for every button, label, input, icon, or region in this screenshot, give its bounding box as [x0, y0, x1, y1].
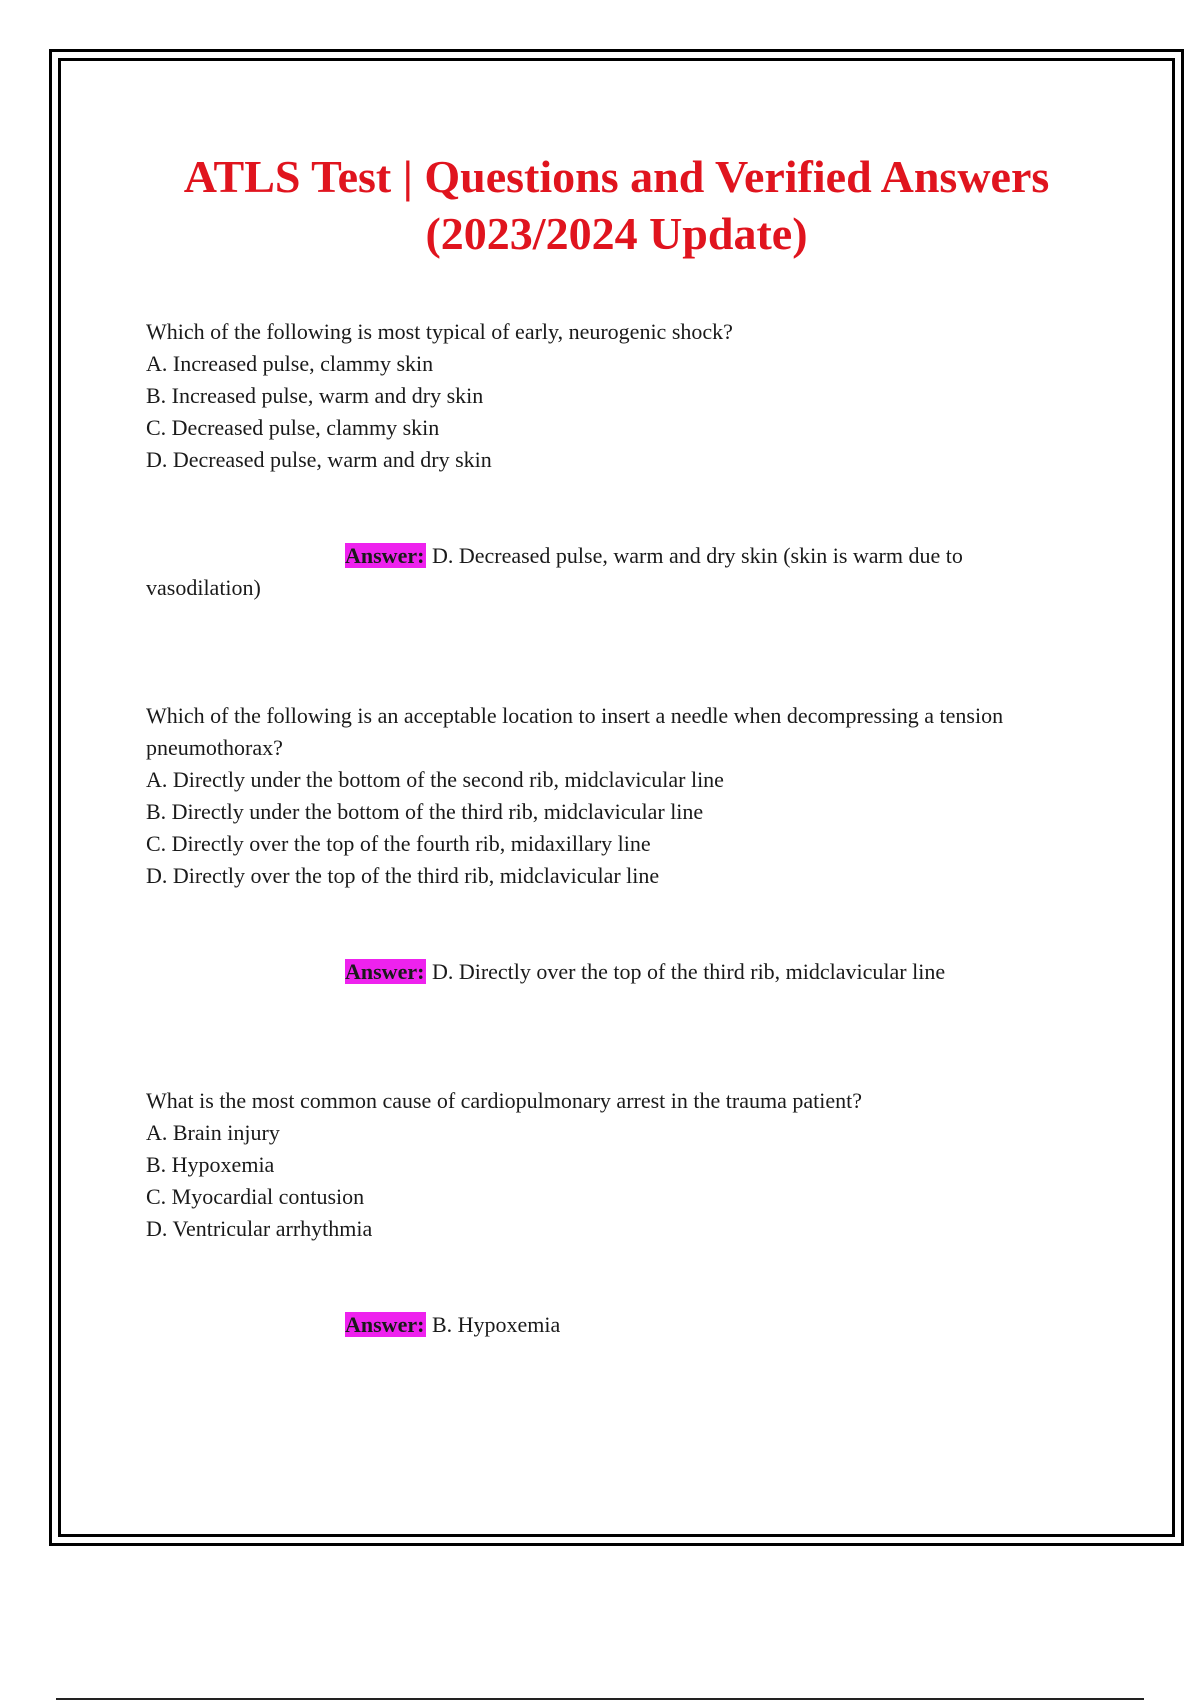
- answer-label: Answer:: [345, 543, 425, 568]
- option-a: A. Brain injury: [146, 1120, 280, 1145]
- answer-text: D. Directly over the top of the third rib, midclavicular line: [431, 959, 946, 984]
- answer-label: Answer:: [345, 959, 425, 984]
- question-1: [146, 316, 1046, 476]
- option-a: A. Directly under the bottom of the second rib, midclavicular line: [146, 767, 724, 792]
- answer-label: Answer:: [345, 1312, 425, 1337]
- answer-1: [146, 540, 1046, 604]
- question-text: Which of the following is most typical of early, neurogenic shock?: [146, 319, 733, 344]
- option-d: D. Directly over the top of the third rib, midclavicular line: [146, 863, 660, 888]
- answer-text: D. Decreased pulse, warm and dry skin (skin is warm due to vasodilation): [146, 543, 963, 600]
- question-2: [146, 700, 1046, 892]
- option-b: B. Increased pulse, warm and dry skin: [146, 383, 484, 408]
- option-a: A. Increased pulse, clammy skin: [146, 351, 434, 376]
- answer-2: [146, 956, 1046, 988]
- option-c: C. Directly over the top of the fourth rib, midaxillary line: [146, 831, 651, 856]
- question-3: [146, 1085, 1046, 1245]
- document-title: [49, 148, 1184, 262]
- option-c: C. Decreased pulse, clammy skin: [146, 415, 440, 440]
- option-d: D. Ventricular arrhythmia: [146, 1216, 373, 1241]
- option-b: B. Directly under the bottom of the third rib, midclavicular line: [146, 799, 704, 824]
- answer-3: [146, 1309, 1046, 1341]
- title-line-2: (2023/2024 Update): [425, 208, 808, 259]
- question-text: What is the most common cause of cardiopulmonary arrest in the trauma patient?: [146, 1088, 862, 1113]
- option-d: D. Decreased pulse, warm and dry skin: [146, 447, 492, 472]
- option-b: B. Hypoxemia: [146, 1152, 275, 1177]
- question-text: Which of the following is an acceptable location to insert a needle when decompressing a tension pneumothorax?: [146, 703, 1004, 760]
- answer-text: B. Hypoxemia: [431, 1312, 561, 1337]
- option-c: C. Myocardial contusion: [146, 1184, 365, 1209]
- title-line-1: ATLS Test | Questions and Verified Answers: [183, 151, 1050, 202]
